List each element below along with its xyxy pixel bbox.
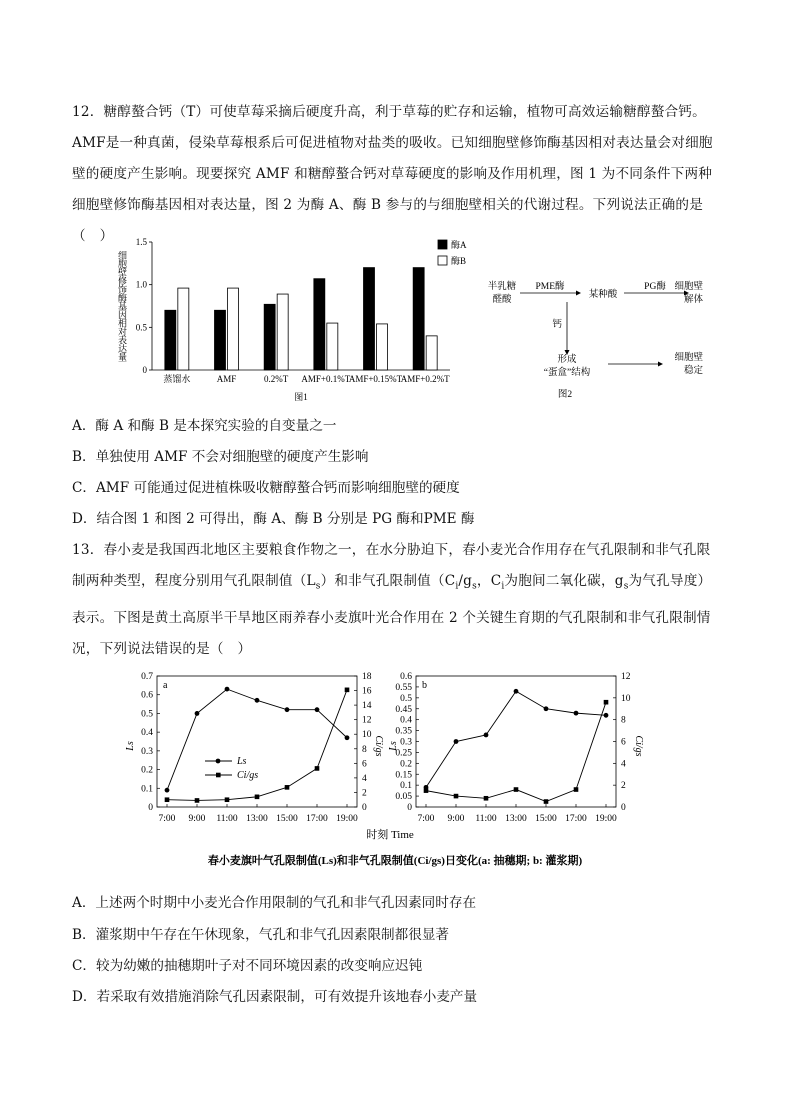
q13-fig-xlabel: 时刻 Time xyxy=(366,829,414,841)
q13-left-tick-label: 0.5 xyxy=(141,709,153,720)
q13-x-tick-label: 13:00 xyxy=(246,814,268,824)
q13-point-ls xyxy=(165,788,170,793)
fig1-legend-swatch xyxy=(438,240,447,249)
fig1-bar-b xyxy=(178,288,189,370)
q13-point-cigs xyxy=(195,798,200,803)
q13-panel-label: a xyxy=(163,680,168,691)
q13-x-tick-label: 19:00 xyxy=(595,814,617,824)
q13-left-tick-label: 0.6 xyxy=(141,690,153,701)
fig1-bar-a xyxy=(264,304,275,370)
q13-fig-caption: 春小麦旗叶气孔限制值(Ls)和非气孔限制值(Ci/gs)日变化(a: 抽穗期; b: 灌浆期) xyxy=(207,855,583,867)
q13-sub-i-1: i xyxy=(455,581,459,592)
fig1-y-tick-label: 1.0 xyxy=(135,279,147,290)
q13-right-tick-label: 2 xyxy=(362,788,367,799)
q13-left-tick-label: 0.35 xyxy=(395,726,412,737)
q13-option-d[interactable]: D．若采取有效措施消除气孔因素限制，可有效提升该地春小麦产量 xyxy=(72,989,478,1005)
fig1-bar-a xyxy=(413,268,424,370)
q13-point-cigs xyxy=(424,788,429,793)
q13-x-tick-label: 15:00 xyxy=(276,814,298,824)
q13-point-ls xyxy=(225,687,230,692)
q13-series-line-Ci-gs xyxy=(426,702,606,801)
q13-x-tick-label: 9:00 xyxy=(447,814,465,824)
fig1-x-tick-label: 蒸馏水 xyxy=(163,374,191,384)
q12-option-b[interactable]: B．单独使用 AMF 不会对细胞壁的硬度产生影响 xyxy=(72,449,369,465)
q13-left-axis-label: Ls xyxy=(388,741,399,751)
q13-left-tick-label: 0.4 xyxy=(141,728,153,739)
q13-sub-s-3: s xyxy=(623,581,629,592)
q13-left-tick-label: 0.2 xyxy=(400,759,412,770)
q13-right-tick-label: 16 xyxy=(362,686,372,697)
fig1-y-tick-label: 1.5 xyxy=(135,237,147,247)
q13-left-tick-label: 0 xyxy=(407,803,412,813)
fig2-arrowhead-4 xyxy=(658,362,663,367)
fig1-bar-a xyxy=(314,279,325,370)
fig1-legend-label: 酶A xyxy=(451,240,467,250)
fig1-x-tick-label: AMF+0.1%T xyxy=(301,374,351,384)
q13-option-b[interactable]: B．灌浆期中午存在午休现象，气孔和非气孔因素限制都很显著 xyxy=(72,927,450,943)
q13-right-tick-label: 6 xyxy=(362,759,367,770)
q13-point-ls xyxy=(484,733,489,738)
fig2-node-wall-stable-2: 稳定 xyxy=(683,366,703,376)
q13-x-tick-label: 7:00 xyxy=(158,814,176,824)
q13-left-tick-label: 0.15 xyxy=(395,770,412,781)
fig1-legend-label: 酶B xyxy=(451,256,467,266)
q13-stem-text-1: 13．春小麦是我国西北地区主要粮食作物之一，在水分胁迫下，春小麦光合作用存在气孔限制和非气孔限制两种类型，程度分别用气孔限制值（L xyxy=(72,542,711,589)
q13-right-tick-label: 0 xyxy=(362,803,367,813)
q13-point-cigs xyxy=(255,795,260,800)
fig2-flow-diagram xyxy=(470,272,710,404)
q13-left-tick-label: 0.25 xyxy=(395,748,412,759)
q13-left-tick-label: 0.7 xyxy=(141,672,153,682)
q13-point-cigs xyxy=(345,688,350,693)
q13-sub-i-2: i xyxy=(501,581,505,592)
q13-left-tick-label: 0.1 xyxy=(400,781,412,792)
q13-left-axis-label: Ls xyxy=(125,741,136,751)
fig1-y-tick-label: 0.5 xyxy=(135,322,147,333)
fig2-calcium: 钙 xyxy=(552,320,562,330)
q13-right-tick-label: 10 xyxy=(362,730,372,741)
fig1-x-tick-label: 0.2%T xyxy=(264,374,289,384)
q13-option-a[interactable]: A．上述两个时期中小麦光合作用限制的气孔和非气孔因素同时存在 xyxy=(72,895,477,911)
fig1-bar-b xyxy=(377,324,388,370)
q13-x-tick-label: 19:00 xyxy=(336,814,358,824)
q13-left-tick-label: 0.3 xyxy=(141,746,153,757)
fig1-bar-b xyxy=(228,288,239,370)
q13-right-tick-label: 0 xyxy=(621,803,626,813)
q13-point-ls xyxy=(544,706,549,711)
fig1-bar-a xyxy=(165,310,176,370)
q13-series-line-Ls xyxy=(426,691,606,787)
fig2-caption: 图2 xyxy=(557,390,573,400)
q13-right-tick-label: 2 xyxy=(621,781,626,792)
fig1-bar-a xyxy=(215,310,226,370)
q13-right-tick-label: 8 xyxy=(621,715,626,726)
fig2-arrowhead-1 xyxy=(576,291,581,296)
q13-point-ls xyxy=(345,735,350,740)
q13-right-tick-label: 4 xyxy=(621,759,626,770)
q13-right-tick-label: 4 xyxy=(362,773,367,784)
q13-point-cigs xyxy=(574,787,579,792)
q13-legend-marker-cigs xyxy=(216,773,221,778)
q13-point-cigs xyxy=(165,797,170,802)
q13-x-tick-label: 11:00 xyxy=(475,814,497,824)
fig1-bar-a xyxy=(364,268,375,370)
q13-legend-label-ls: Ls xyxy=(237,756,247,767)
q13-slash-g: /g xyxy=(458,573,473,589)
q12-option-d[interactable]: D．结合图 1 和图 2 可得出，酶 A、酶 B 分别是 PG 酶和PME 酶 xyxy=(72,511,475,527)
fig2-node-wall-disintegrate-1: 细胞壁 xyxy=(674,282,703,292)
q13-x-tick-label: 11:00 xyxy=(216,814,238,824)
q13-right-tick-label: 18 xyxy=(362,672,372,682)
q13-stem-text-5: 为气孔导度）表示。下图是黄土高原半干旱地区雨养春小麦旗叶光合作用在 2 个关键生育期的气孔限制和非气孔限制情况，下列说法错误的是（ ） xyxy=(72,573,712,657)
fig2-node-wall-stable-1: 细胞壁 xyxy=(674,353,703,363)
q13-right-tick-label: 14 xyxy=(362,701,372,712)
q13-left-tick-label: 0.05 xyxy=(395,792,412,803)
fig1-bar-b xyxy=(277,294,288,370)
q13-right-tick-label: 8 xyxy=(362,744,367,755)
q13-point-ls xyxy=(195,711,200,716)
q13-stem-text-4: 为胞间二氧化碳，g xyxy=(504,573,624,589)
q12-stem: 12．糖醇螯合钙（T）可使草莓采摘后硬度升高，利于草莓的贮存和运输，植物可高效运输糖醇螯合钙。AMF是一种真菌，侵染草莓根系后可促进植物对盐类的吸收。已知细胞壁修饰酶基因相对表达量会对细胞壁的硬度产生影响。现要探究 AMF 和糖醇螯合钙对草莓硬度的影响及作用机理，图 1 为不同条件下两种细胞壁修饰酶基因相对表达量，图 2 为酶 A、酶 B 参与的与细胞壁相关的代谢过程。下列说法正确的是（ ） xyxy=(72,104,713,244)
fig1-bar-chart xyxy=(110,232,480,408)
q13-stem xyxy=(72,535,722,665)
q13-point-ls xyxy=(255,698,260,703)
q13-option-c[interactable]: C．较为幼嫩的抽穗期叶子对不同环境因素的改变响应迟钝 xyxy=(72,958,423,974)
q13-x-tick-label: 9:00 xyxy=(188,814,206,824)
fig1-bar-b xyxy=(327,323,338,370)
fig1-x-tick-label: AMF xyxy=(216,374,237,384)
fig2-node-galacturonic-1: 半乳糖 xyxy=(487,282,517,292)
q13-series-line-Ci-gs xyxy=(167,690,347,801)
q13-left-tick-label: 0.2 xyxy=(141,765,153,776)
q13-x-tick-label: 7:00 xyxy=(417,814,435,824)
q13-x-tick-label: 17:00 xyxy=(306,814,328,824)
fig1-y-label: 细胞壁修饰酶基因相对表达量 xyxy=(117,250,127,362)
q13-sub-s-2: s xyxy=(472,581,477,592)
q13-point-cigs xyxy=(544,799,549,804)
q13-left-tick-label: 0.45 xyxy=(395,704,412,715)
fig1-caption: 图1 xyxy=(294,392,308,402)
q13-right-axis-label: Ci/gs xyxy=(373,735,384,757)
q13-sub-s-1: s xyxy=(315,581,321,592)
q13-left-tick-label: 0.6 xyxy=(400,672,412,682)
q13-point-cigs xyxy=(285,785,290,790)
fig2-node-form: 形成 xyxy=(557,355,577,365)
q13-stem-text-3: ，C xyxy=(476,573,502,589)
q13-left-tick-label: 0.55 xyxy=(395,682,412,693)
q13-right-tick-label: 12 xyxy=(362,715,372,726)
q13-point-ls xyxy=(604,713,609,718)
q13-legend-marker-ls xyxy=(216,759,221,764)
q12-option-c[interactable]: C．AMF 可能通过促进植株吸收糖醇螯合钙而影响细胞壁的硬度 xyxy=(72,480,460,496)
q13-point-ls xyxy=(285,707,290,712)
q13-point-ls xyxy=(514,689,519,694)
q13-point-cigs xyxy=(454,794,459,799)
fig1-y-tick-label: 0 xyxy=(142,365,147,375)
q13-point-cigs xyxy=(484,796,489,801)
q13-point-cigs xyxy=(315,766,320,771)
fig1-x-tick-label: AMF+0.15%T xyxy=(348,374,403,384)
q13-right-tick-label: 12 xyxy=(621,672,631,682)
fig1-bar-b xyxy=(426,336,437,370)
q13-left-tick-label: 0 xyxy=(148,803,153,813)
q13-left-tick-label: 0.4 xyxy=(400,715,412,726)
q13-stem-text-2: ）和非气孔限制值（C xyxy=(320,573,456,589)
fig2-node-acid: 某种酸 xyxy=(588,290,618,300)
q13-point-ls xyxy=(574,711,579,716)
q13-point-cigs xyxy=(604,700,609,705)
q13-point-ls xyxy=(315,707,320,712)
q13-point-cigs xyxy=(225,797,230,802)
q13-left-tick-label: 0.3 xyxy=(400,737,412,748)
q13-right-tick-label: 10 xyxy=(621,693,631,704)
fig2-enzyme-pg: PG酶 xyxy=(644,282,666,292)
q13-line-charts xyxy=(0,668,790,873)
q13-point-ls xyxy=(454,739,459,744)
fig1-x-tick-label: AMF+0.2%T xyxy=(400,374,450,384)
q13-x-tick-label: 13:00 xyxy=(505,814,527,824)
q13-legend-label-cigs: Ci/gs xyxy=(237,770,259,781)
fig1-legend-swatch xyxy=(438,256,447,265)
fig2-enzyme-pme: PME酶 xyxy=(535,282,565,292)
fig2-node-eggbox: “蛋盒”结构 xyxy=(543,368,591,378)
q13-x-tick-label: 17:00 xyxy=(565,814,587,824)
fig2-node-wall-disintegrate-2: 解体 xyxy=(683,295,703,305)
q13-point-cigs xyxy=(514,787,519,792)
q13-right-tick-label: 6 xyxy=(621,737,626,748)
fig2-node-galacturonic-2: 醛酸 xyxy=(492,295,512,305)
q13-right-axis-label: Ci/gs xyxy=(633,735,644,757)
q13-panel-label: b xyxy=(422,680,427,691)
q13-x-tick-label: 15:00 xyxy=(535,814,557,824)
q12-option-a[interactable]: A．酶 A 和酶 B 是本探究实验的自变量之一 xyxy=(72,418,337,434)
q13-left-tick-label: 0.1 xyxy=(141,784,153,795)
q13-left-tick-label: 0.5 xyxy=(400,693,412,704)
